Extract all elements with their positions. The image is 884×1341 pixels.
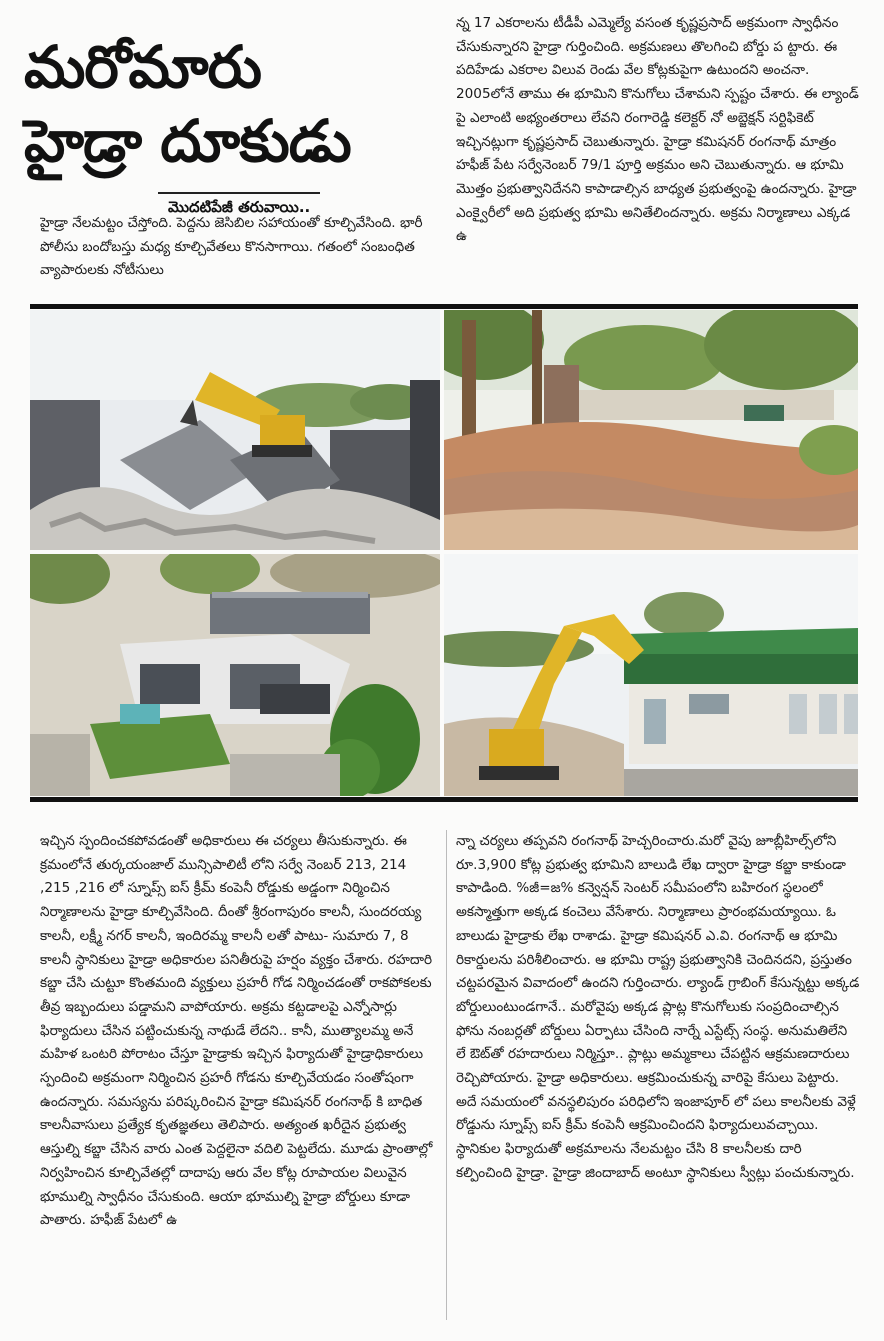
demolition-photo-3 [30, 554, 440, 796]
article-column-bottom-left: ఇచ్చిన స్పందించకపోవడంతో అధికారులు ఈ చర్యలు తీసుకున్నారు. ఈ క్రమంలోనే తుర్కయంజాల్ మున్సిపాలిటీ లోని సర్వే నెంబర్ 213, 214 ,215 ,216 లో స్నూప్స్ ఐస్ క్రీమ్ కంపెనీ రోడ్డుకు అడ్డంగా నిర్మించిన నిర్మాణాలను హైడ్రా కూల్చివేసింది. దీంతో శ్రీరంగాపురం కాలనీ, సుందరయ్య కాలనీ, లక్ష్మీ నగర్ కాలనీ, ఇందిరమ్మ కాలనీ లతో పాటు- సుమారు 7, 8 కాలనీ స్థానికులు హైడ్రా అధికారుల పనితీరుపై హర్షం వ్యక్తం చేశారు. రహదారి కబ్జా చేసి చుట్టూ కొంతమంది వ్యక్తులు ప్రహరీ గోడ నిర్మించడంతో రాకపోకలకు తీవ్ర ఇబ్బందులు పడ్డామని వాపోయారు. అక్రమ కట్టడాలపై ఎన్నోసార్లు ఫిర్యాదులు చేసిన పట్టించుకున్న నాథుడే లేదని.. కానీ, ముత్యాలమ్మ అనే మహిళ ఒంటరి పోరాటం చేస్తూ హైడ్రాకు ఇచ్చిన ఫిర్యాదుతో హైడ్రాధికారులు స్పందించి అక్రమంగా నిర్మించిన ప్రహరీ గోడను కూల్చివేయడం సంతోషంగా ఉందన్నారు. సమస్యను పరిష్కరించిన హైడ్రా కమిషనర్ రంగనాథ్ కి బాధిత కాలనీవాసులు ప్రత్యేక కృతజ్ఞతలు తెలిపారు. అత్యంత ఖరీదైన ప్రభుత్వ ఆస్తుల్ని కబ్జా చేసిన వారు ఎంత పెద్దలైనా వదిలి పెట్టలేదు. మూడు ప్రాంతాల్లో నిర్వహించిన కూల్చివేతల్లో దాదాపు ఆరు వేల కోట్ల రూపాయల విలువైన భూముల్ని స్వాధీనం చేసుకుంది. ఆయా భూముల్ని హైడ్రా బోర్డులు కూడా పాతారు. హఫీజ్ పేటలో ఉ [40, 833, 433, 1229]
photo-block-top-rule [30, 304, 858, 309]
demolition-photo-1 [30, 310, 440, 550]
continued-from-front-page: మొదటిపేజీ తరువాయి.. [168, 198, 310, 220]
article-column-top-right: న్న 17 ఎకరాలను టీడీపీ ఎమ్మెల్యే వసంత కృష్ణప్రసాద్ అక్రమంగా స్వాధీనం చేసుకున్నారని హైడ్రా గుర్తించింది. అక్రమణలు తొలగించి బోర్డు ప ట్టారు. ఈ పదిహేడు ఎకరాల విలువ రెండు వేల కోట్లకుపైగా ఉటుందని అంచనా. 2005లోనే తాము ఈ భూమిని కొనుగోలు చేశామని స్పష్టం చేశారు. ఈ ల్యాండ్ పై ఎలాంటి అభ్యంతరాలు లేవని రంగారెడ్డి కలెక్టర్ నో అబ్జెక్షన్ సర్టిఫికెట్ ఇచ్చినట్లుగా కృష్ణప్రసాద్ చెబుతున్నారు. హైడ్రా కమిషనర్ రంగనాథ్ మాత్రం హఫీజ్ పేట సర్వేనెంబర్ 79/1 పూర్తి అక్రమం అని చెబుతున్నారు. ఆ భూమి మొత్తం ప్రభుత్వానిదేనని కాపాడాల్సిన బాధ్యత ప్రభుత్వంపై ఉందన్నారు. హైడ్రా ఎంక్వైరీలో అది ప్రభుత్వ భూమి అనితేలిందన్నారు. అక్రమ నిర్మాణాలు ఎక్కడ ఉ [456, 15, 859, 245]
demolition-photo-4 [444, 554, 858, 796]
headline-line-2: హైడ్రా దూకుడు [24, 107, 351, 175]
article-column-top-left: హైడ్రా నేలమట్టం చేస్తోంది. పెద్దను జెసిబిల సహాయంతో కూల్చివేసింది. భారీ పోలీసు బందోబస్తు మధ్య కూల్చివేతలు కొనసాగాయి. గతంలో సంబంధిత వ్యాపారులకు నోటీసులు [40, 215, 423, 279]
demolition-photo-2 [444, 310, 858, 550]
column-divider [446, 830, 447, 1320]
article-column-bottom-right: న్నా చర్యలు తప్పవని రంగనాథ్ హెచ్చరించారు.మరో వైపు జూబ్లీహిల్స్‌లోని రూ.3,900 కోట్ల ప్రభుత్వ భూమిని బాలుడి లేఖ ద్వారా హైడ్రా కబ్జా కాకుండా కాపాడింది. %జీ=జ% కన్వెన్షన్ సెంటర్ సమీపంలోని బహిరంగ స్థలంలో అకస్మాత్తుగా అక్కడ కంచెలు వేసేశారు. నిర్మాణాలు ప్రారంభమయ్యాయి. ఓ బాలుడు హైడ్రాకు లేఖ రాశాడు. హైడ్రా కమిషనర్ ఎ.వి. రంగనాథ్ ఆ భూమి రికార్డులను పరిశీలించారు. ఆ భూమి రాష్ట్ర ప్రభుత్వానికి చెందినదని, ప్రస్తుతం చట్టపరమైన వివాదంలో ఉందని గుర్తించారు. ల్యాండ్ గ్రాబింగ్ కేసున్నట్టు అక్కడ బోర్డులుంటుండగానే.. మరోవైపు అక్కడ ప్లాట్ల కొనుగోలుకు సంప్రదించాల్సిన ఫోను నంబర్లతో బోర్డులు ఏర్పాటు చేసింది నార్నే ఎస్టేట్స్ సంస్థ. అనుమతిలేని లే ఔట్‌తో రహదారులు నిర్మిస్తూ.. ప్లాట్లు అమ్మకాలు చేపట్టిన ఆక్రమణదారులు రెచ్చిపోయారు. హైడ్రా అధికారులు. ఆక్రమించుకున్న వారిపై కేసులు పెట్టారు. అదే సమయంలో వనస్థలిపురం పరిధిలోని ఇంజాపూర్ లో పలు కాలనీలకు వెళ్లే రోడ్డును స్నూప్స్ ఐస్ క్రీమ్ కంపెనీ ఆక్రమించిందని ఫిర్యాదులువచ్చాయి. స్థానికుల ఫిర్యాదుతో అక్రమాలను నేలమట్టం చేసి 8 కాలనీలకు దారి కల్పించింది హైడ్రా. హైడ్రా జిందాబాద్ అంటూ స్థానికులు స్వీట్లు పంచుకున్నారు. [456, 833, 860, 1181]
headline-line-1: మరోమారు [24, 33, 261, 101]
photo-block-bottom-rule [30, 797, 858, 802]
headline [24, 30, 444, 178]
